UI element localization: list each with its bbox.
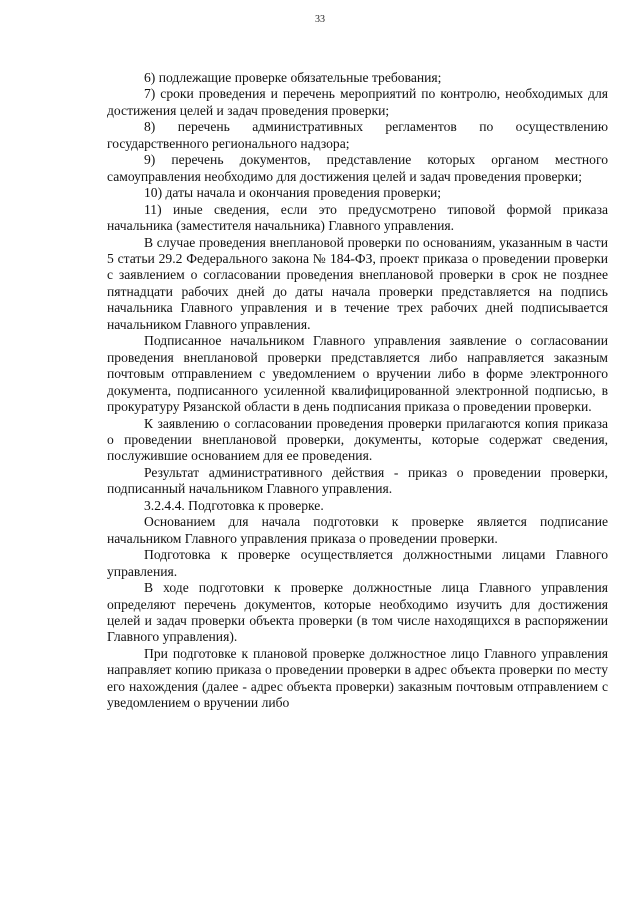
paragraph-action-result: Результат административного действия - приказ о проведении проверки, подписанный начальником Главного управления. — [107, 464, 608, 497]
paragraph-attachments: К заявлению о согласовании проведения проверки прилагаются копия приказа о проведении внеплановой проверки, документы, которые содержат сведения, послужившие основанием для ее проведения. — [107, 415, 608, 464]
paragraph-item-8: 8) перечень административных регламентов по осуществлению государственного регионального надзора; — [107, 119, 608, 151]
page-number: 33 — [315, 14, 325, 25]
document-body — [107, 70, 608, 712]
paragraph-signed-statement: Подписанное начальником Главного управления заявление о согласовании проведения внеплановой проверки представляется либо направляется заказным почтовым отправлением с уведомлением о вручении либо в форме электронного документа, подписанного усиленной квалифицированной электронной подписью, в прокуратуру Рязанской области в день подписания приказа о проведении проверки. — [107, 333, 608, 415]
paragraph-preparation-basis: Основанием для начала подготовки к проверке является подписание начальником Главного управления приказа о проведении проверки. — [107, 514, 608, 546]
section-heading-3-2-4-4: 3.2.4.4. Подготовка к проверке. — [144, 497, 324, 513]
paragraph-documents-list: В ходе подготовки к проверке должностные лица Главного управления определяют перечень документов, которые необходимо изучить для достижения целей и задач проверки объекта проверки (в том числе находящихся в распоряжении Главного управления). — [107, 580, 608, 645]
paragraph-item-6: 6) подлежащие проверке обязательные требования; — [144, 70, 442, 85]
paragraph-item-7: 7) сроки проведения и перечень мероприятий по контролю, необходимых для достижения целей и задач проведения проверки; — [107, 86, 608, 118]
paragraph-item-9: 9) перечень документов, представление которых органом местного самоуправления необходимо для достижения целей и задач проведения проверки; — [107, 152, 608, 184]
paragraph-item-10: 10) даты начала и окончания проведения проверки; — [144, 185, 441, 201]
paragraph-planned-inspection: При подготовке к плановой проверке должностное лицо Главного управления направляет копию приказа о проведении проверки в адрес объекта проверки по месту его нахождения (далее - адрес объекта проверки) заказным почтовым отправлением с уведомлением о вручении либо — [107, 645, 608, 711]
paragraph-preparation-officials: Подготовка к проверке осуществляется должностными лицами Главного управления. — [107, 547, 608, 579]
paragraph-unscheduled-inspection: В случае проведения внеплановой проверки по основаниям, указанным в части 5 статьи 29.2 Федерального закона № 184-ФЗ, проект приказа о проведении проверки с заявлением о согласовании проведения внеплановой проверки в срок не позднее пятнадцати рабочих дней до даты начала проверки представляется на подпись начальника Главного управления и в течение трех рабочих дней подписывается начальником Главного управления. — [107, 234, 608, 332]
paragraph-item-11: 11) иные сведения, если это предусмотрено типовой формой приказа начальника (заместителя начальника) Главного управления. — [107, 201, 608, 234]
